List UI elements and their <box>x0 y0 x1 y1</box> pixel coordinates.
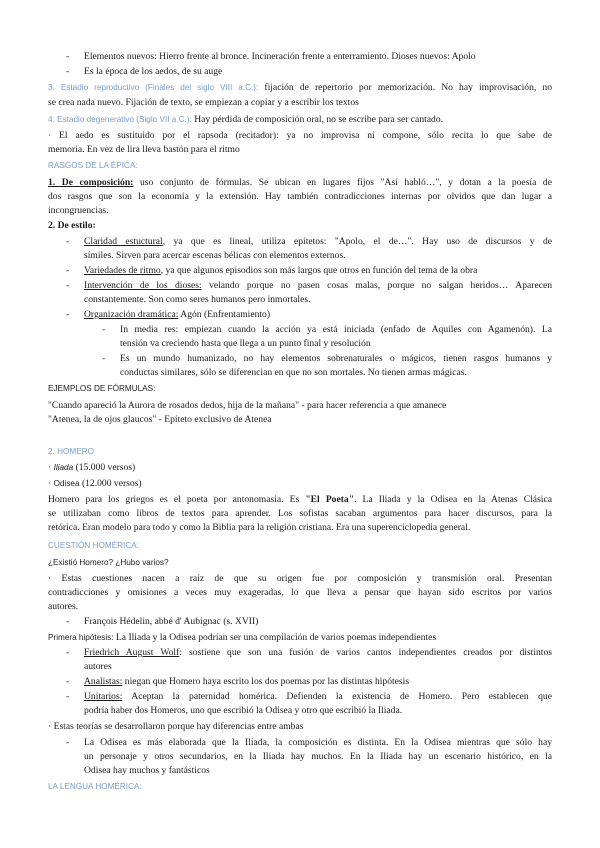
text-line <box>48 462 135 474</box>
text-line <box>48 82 552 94</box>
text-line <box>48 177 552 189</box>
underlined-term: Intervención de los dioses: <box>84 280 202 291</box>
section-heading: RASGOS DE LA ÉPICA: <box>48 161 138 170</box>
text-line <box>84 280 552 292</box>
text-span: uso conjunto de fórmulas. Se ubican en lugares fijos "Así habló…", y dotan a la poesía de <box>133 177 552 188</box>
text-span: , ya que es lineal, utiliza epítetos: "Apolo, el de…". Hay uso de discursos y de <box>162 236 553 247</box>
section-heading: LA LENGUA HOMÉRICA: <box>48 782 142 791</box>
text-span: Homero para los griegos es el poeta por antonomasia. Es <box>48 494 306 505</box>
text-line: "Cuando apareció la Aurora de rosados dedos, hija de la mañana" - para hacer referencia a que amanece <box>48 400 447 411</box>
text-line: "Atenea, la de ojos glaucos" - Epíteto exclusivo de Atenea <box>48 414 272 425</box>
text-line: autores. <box>48 601 79 612</box>
subheading: 2. De estilo: <box>48 220 96 231</box>
text-line <box>84 676 409 688</box>
text-line: constantemente. Son como seres humanos pero inmortales. <box>84 294 311 305</box>
text-line: podría haber dos Homeros, uno que escribió la Odisea y otro que escribió la Iliada. <box>84 705 403 716</box>
bullet-dash: - <box>66 265 70 276</box>
underlined-term: Variedades de ritmo <box>84 265 161 276</box>
bullet-dash: - <box>66 66 70 77</box>
text-span: Aceptan la paternidad homérica. Defienden la existencia de Homero. Pero establecen que <box>122 691 552 702</box>
section-heading: 2. HOMERO <box>48 447 94 456</box>
hypothesis-label: Primera hipótesis: <box>48 633 114 642</box>
text-line <box>48 114 443 126</box>
section-heading: CUESTIÓN HOMÉRICA: <box>48 541 139 550</box>
underlined-term: Organización dramática: <box>84 309 179 320</box>
text-span: velando porque no pasen cosas malas, porque no salgan heridos… Aparecen <box>201 280 553 291</box>
text-line <box>84 309 270 321</box>
section-heading: EJEMPLOS DE FÓRMULAS: <box>48 384 156 393</box>
text-span: (15.000 versos) <box>73 462 136 473</box>
bullet-dash: - <box>66 236 70 247</box>
text-line: La Odisea es más elaborada que la Iliada, la composición es distinta. En la Odisea mientras que sólo hay <box>84 737 552 748</box>
bold-heading <box>48 177 133 188</box>
text-span: · <box>48 478 54 489</box>
text-span: (12.000 versos) <box>79 478 142 489</box>
bullet-dash: - <box>66 280 70 291</box>
bullet-dash: - <box>102 324 106 335</box>
text-line: autores <box>84 661 112 672</box>
text-span: , ya que algunos episodios son más largos que otros en función del tema de la obra <box>160 265 478 276</box>
text-span: La Iliada y la Odisea podrían ser una compilación de varios poemas independientes <box>113 632 437 643</box>
stage-label: 4. Estadio degenerativo (Siglo VII a.C.): <box>48 115 192 124</box>
text-span: fijación de repertorio por memorización. No hay improvisación, no <box>258 82 552 93</box>
text-line <box>84 236 552 248</box>
work-title: Iliada <box>53 463 74 472</box>
text-line: Odisea hay muchos y fantásticos <box>84 765 210 776</box>
stage-label: 3. Estadio reproductivo (Finales del siglo VIII a.C.): <box>48 83 259 92</box>
text-line <box>48 494 552 506</box>
bullet-dash: - <box>66 616 70 627</box>
bullet-dash: - <box>66 691 70 702</box>
text-line: incongruencias. <box>48 205 109 216</box>
text-line: dos rasgos que son la economía y la extensión. Hay también contradicciones internas por olvidos que dan lugar a <box>48 191 552 202</box>
text-line: · Estas teorías se desarrollaron porque hay diferencias entre ambas <box>48 721 304 732</box>
bullet-dash: - <box>66 676 70 687</box>
text-line: · Estas cuestiones nacen a raíz de que su origen fue por composición y transmisión oral. Presentan <box>48 573 552 584</box>
text-span: Agón (Enfrentamiento) <box>178 309 271 320</box>
text-line: · El aedo es sustituido por el rapsoda (recitador): ya no improvisa ni compone, sólo recita lo que sabe de <box>48 130 552 141</box>
text-line <box>84 647 552 659</box>
text-line <box>48 478 142 490</box>
bullet-dash: - <box>66 737 70 748</box>
text-line: contradicciones y omisiones a veces muy exageradas, lo que lleva a pensar que hayan sido escritos por varios <box>48 587 552 598</box>
text-span: : sostiene que son una fusión de varios cantos independientes creados por distintos <box>179 647 553 658</box>
underlined-term: Unitarios: <box>84 691 123 702</box>
text-line: se utilizaban como libros de textos para aprender. Los sofistas sacaban argumentos para hacer discursos, para la <box>48 508 552 519</box>
text-line: un personaje y otros secundarios, en la Iliada hay muchos. En la Iliada hay un escenario histórico, en la <box>84 751 552 762</box>
underlined-term: Analistas: <box>84 676 123 687</box>
text-span: niegan que Homero haya escrito los dos poemas por las distintas hipótesis <box>122 676 410 687</box>
text-line <box>84 265 477 277</box>
text-span: . La Iliada y la Odisea en la Atenas Clásica <box>354 494 552 505</box>
text-line: Es un mundo humanizado, no hay elementos sobrenaturales o mágicos, tienen rasgos humanos y <box>120 353 552 364</box>
text-line: símiles. Sirven para acercar escenas bélicas con elementos externos. <box>84 250 346 261</box>
text-line: conductas similares, sólo se diferencian en que no son mortales. No tienen armas mágicas. <box>120 367 467 378</box>
text-line: Es la época de los aedos, de su auge <box>84 66 223 77</box>
text-span: Hay pérdida de composición oral, no se escribe para ser cantado. <box>191 114 444 125</box>
text-line: memoria. En vez de lira lleva bastón para el ritmo <box>48 144 240 155</box>
bullet-dash: - <box>66 309 70 320</box>
text-line: In media res: empiezan cuando la acción ya está iniciada (enfado de Aquiles con Agamenón). La <box>120 324 552 335</box>
underlined-term: Friedrich August Wolf <box>84 647 180 658</box>
bullet-dash: - <box>66 647 70 658</box>
underlined-term: Claridad estuctural <box>84 236 163 247</box>
text-line: Elementos nuevos: Hierro frente al bronce. Incineración frente a enterramiento. Dioses nuevos: Apolo <box>84 51 476 62</box>
bullet-dash: - <box>66 51 70 62</box>
text-line: tensión va creciendo hasta que llega a un punto final y resolución <box>120 338 371 349</box>
bullet-dash: - <box>102 353 106 364</box>
work-title: Odisea <box>53 479 80 488</box>
text-span: · <box>48 462 54 473</box>
bold-term: "El Poeta" <box>305 494 355 505</box>
text-line: se crea nada nuevo. Fijación de texto, se empiezan a copiar y a escribir los textos <box>48 97 359 108</box>
bold-underlined: 1. De composición: <box>48 177 134 188</box>
text-line <box>84 691 552 703</box>
text-line: François Hédelin, abbé d' Aubignac (s. XVII) <box>84 616 259 627</box>
text-line <box>48 632 436 644</box>
text-line: ¿Existió Homero? ¿Hubo varios? <box>48 558 169 567</box>
text-line: retórica. Eran modelo para todo y como la Biblia para la religión cristiana. Era una superenciclopedia general. <box>48 522 471 533</box>
